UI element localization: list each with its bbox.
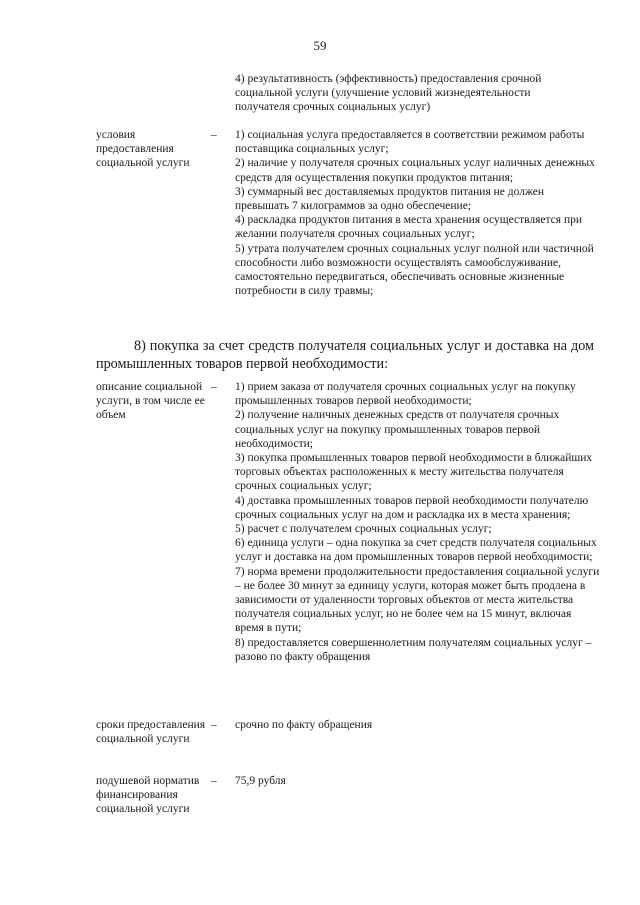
conditions-label: условия предоставления социальной услуги <box>96 129 190 170</box>
conditions-item: 4) раскладка продуктов питания в места хранения осуществляется при желании получателя срочных социальных услуг; <box>235 214 583 241</box>
description-dash: – <box>211 381 217 393</box>
section-heading: 8) покупка за счет средств получателя социальных услуг и доставка на дом промышленных товаров первой необходимости: <box>96 338 594 372</box>
intro-line: получателя срочных социальных услуг) <box>235 101 431 114</box>
conditions-item: 1) социальная услуга предоставляется в соответствии режимом работы поставщика социальных услуг; <box>235 129 585 156</box>
funding-label: подушевой норматив финансирования социальной услуги <box>96 775 200 816</box>
conditions-item: 3) суммарный вес доставляемых продуктов питания не должен превышать 7 килограммов за одно обеспечение; <box>235 185 544 213</box>
intro-line: 4) результативность (эффективность) предоставления срочной <box>235 73 542 85</box>
description-item: 1) прием заказа от получателя срочных социальных услуг на покупку промышленных товаров первой необходимости; <box>235 381 576 408</box>
terms-dash: – <box>211 719 217 731</box>
description-item: 7) норма времени продолжительности предоставления социальной услуги – не более 30 минут за единицу услуги, которая может быть продлена в зависимости от удаленности торговых объектов от места жительства получателя социальных услуг, но не более чем на 15 минут, включая время в пути; <box>235 565 600 635</box>
description-item: 3) покупка промышленных товаров первой необходимости в ближайших торговых объектах расположенных к месту жительства получателя срочных социальных услуг; <box>235 452 593 493</box>
terms-value: срочно по факту обращения <box>235 719 373 731</box>
intro-line: социальной услуги (улучшение условий жизнедеятельности <box>235 87 531 100</box>
conditions-item: 2) наличие у получателя срочных социальных услуг наличных денежных средств для осуществления покупки продуктов питания; <box>235 157 595 184</box>
description-item: 2) получение наличных денежных средств от получателя срочных социальных услуг на покупку промышленных товаров первой необходимости; <box>235 409 560 450</box>
conditions-row <box>96 128 600 298</box>
description-row <box>96 380 600 664</box>
conditions-dash: – <box>211 129 217 141</box>
funding-row <box>96 774 600 817</box>
description-item: 5) расчет с получателем срочных социальных услуг; <box>235 523 492 536</box>
terms-row <box>96 718 600 746</box>
description-item: 8) предоставляется совершеннолетним получателям социальных услуг – разово по факту обращения <box>235 636 592 663</box>
terms-label: сроки предоставления социальной услуги <box>96 719 206 746</box>
description-label: описание социальной услуги, в том числе ее объем <box>96 381 205 422</box>
funding-value: 75,9 рубля <box>235 775 286 787</box>
intro-continuation <box>96 72 600 115</box>
page-number: 59 <box>313 38 327 53</box>
description-item: 4) доставка промышленных товаров первой необходимости получателю срочных социальных услуг на дом и раскладка их в места хранения; <box>235 494 589 521</box>
conditions-item: 5) утрата получателем срочных социальных услуг полной или частичной способности либо возможности осуществлять самообслуживание, самостоятельно передвигаться, обеспечивать основные жизненные потребности в силу травмы; <box>235 242 594 298</box>
funding-dash: – <box>211 775 217 787</box>
description-item: 6) единица услуги – одна покупка за счет средств получателя социальных услуг и доставка на дом промышленных товаров первой необходимости; <box>235 537 597 564</box>
